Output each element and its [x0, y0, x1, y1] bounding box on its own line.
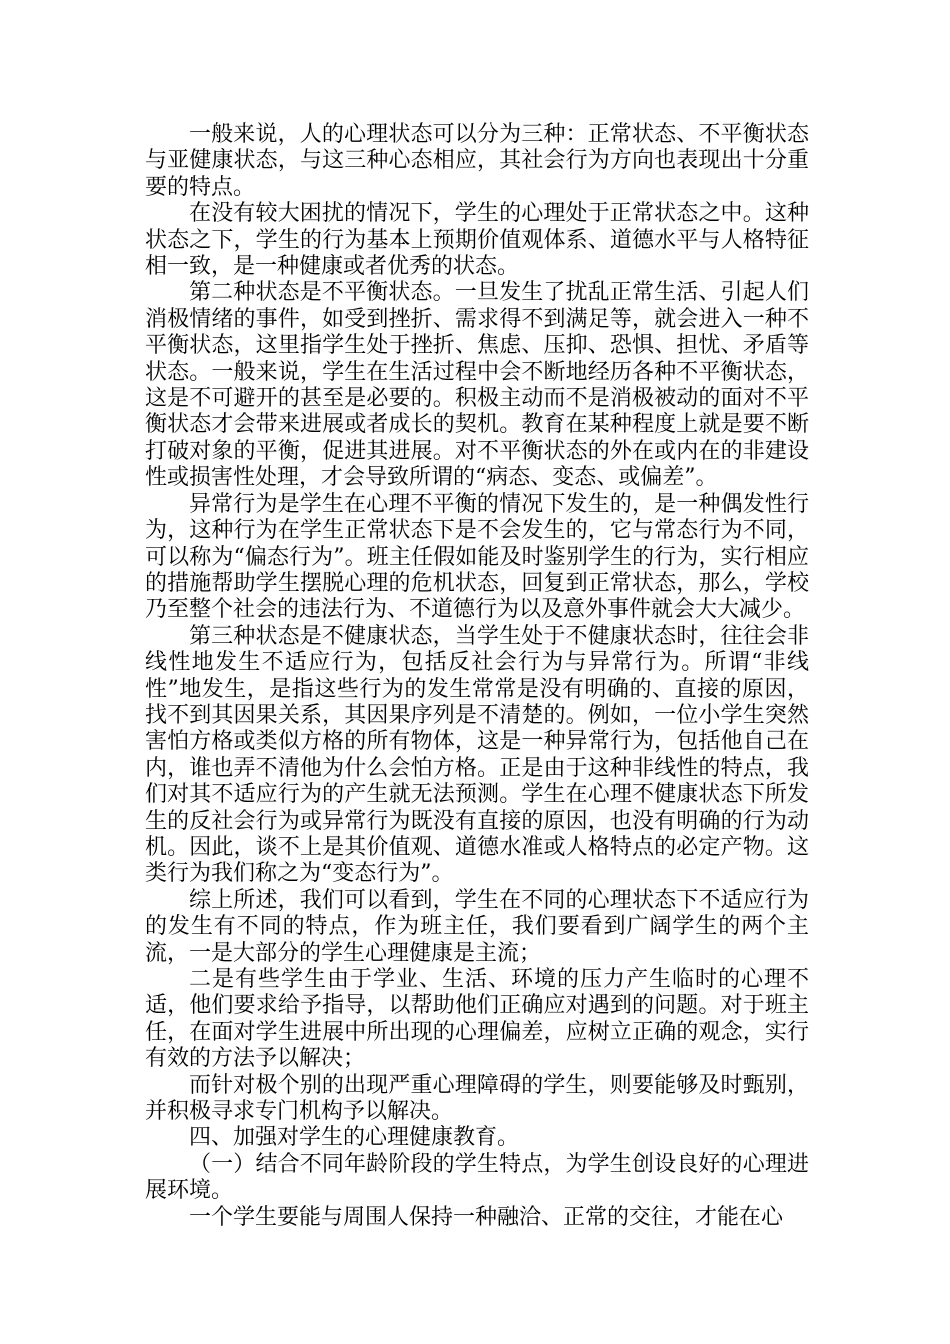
paragraph: 二是有些学生由于学业、生活、环境的压力产生临时的心理不适，他们要求给予指导，以帮助他们正确应对遇到的问题。对于班主任，在面对学生进展中所出现的心理偏差，应树立正确的观念，实行有效的方法予以解决； — [145, 967, 809, 1072]
section-heading: 四、加强对学生的心理健康教育。 — [189, 1125, 520, 1151]
paragraph: 第二种状态是不平衡状态。一旦发生了扰乱正常生活、引起人们消极情绪的事件，如受到挫折、需求得不到满足等，就会进入一种不平衡状态，这里指学生处于挫折、焦虑、压抑、恐惧、担忧、矛盾等状态。一般来说，学生在生活过程中会不断地经历各种不平衡状态，这是不可避开的甚至是必要的。积极主动而不是消极被动的面对不平衡状态才会带来进展或者成长的契机。教育在某种程度上就是要不断打破对象的平衡，促进其进展。对不平衡状态的外在或内在的非建设性或损害性处理，才会导致所谓的“病态、变态、或偏差”。 — [145, 280, 809, 491]
document-body — [145, 122, 809, 1231]
paragraph: 综上所述，我们可以看到，学生在不同的心理状态下不适应行为的发生有不同的特点，作为班主任，我们要看到广阔学生的两个主流，一是大部分的学生心理健康是主流； — [145, 887, 809, 966]
paragraph: 一个学生要能与周围人保持一种融洽、正常的交往，才能在心 — [189, 1204, 784, 1230]
paragraph: 在没有较大困扰的情况下，学生的心理处于正常状态之中。这种状态之下，学生的行为基本上预期价值观体系、道德水平与人格特征相一致，是一种健康或者优秀的状态。 — [145, 201, 809, 280]
paragraph: 而针对极个别的出现严重心理障碍的学生，则要能够及时甄别，并积极寻求专门机构予以解决。 — [145, 1072, 809, 1125]
paragraph: 第三种状态是不健康状态，当学生处于不健康状态时，往往会非线性地发生不适应行为，包括反社会行为与异常行为。所谓“非线性”地发生，是指这些行为的发生常常是没有明确的、直接的原因，找不到其因果关系，其因果序列是不清楚的。例如，一位小学生突然害怕方格或类似方格的所有物体，这是一种异常行为，包括他自己在内，谁也弄不清他为什么会怕方格。正是由于这种非线性的特点，我们对其不适应行为的产生就无法预测。学生在心理不健康状态下所发生的反社会行为或异常行为既没有直接的原因，也没有明确的行为动机。因此，谈不上是其价值观、道德水准或人格特点的必定产物。这类行为我们称之为“变态行为”。 — [145, 623, 809, 887]
paragraph: 一般来说，人的心理状态可以分为三种：正常状态、不平衡状态与亚健康状态，与这三种心态相应，其社会行为方向也表现出十分重要的特点。 — [145, 122, 809, 200]
subsection-heading: （一）结合不同年龄阶段的学生特点，为学生创设良好的心理进展环境。 — [145, 1151, 809, 1204]
paragraph: 异常行为是学生在心理不平衡的情况下发生的，是一种偶发性行为，这种行为在学生正常状态下是不会发生的，它与常态行为不同，可以称为“偏态行为”。班主任假如能及时鉴别学生的行为，实行相应的措施帮助学生摆脱心理的危机状态，回复到正常状态，那么，学校乃至整个社会的违法行为、不道德行为以及意外事件就会大大减少。 — [145, 491, 809, 623]
